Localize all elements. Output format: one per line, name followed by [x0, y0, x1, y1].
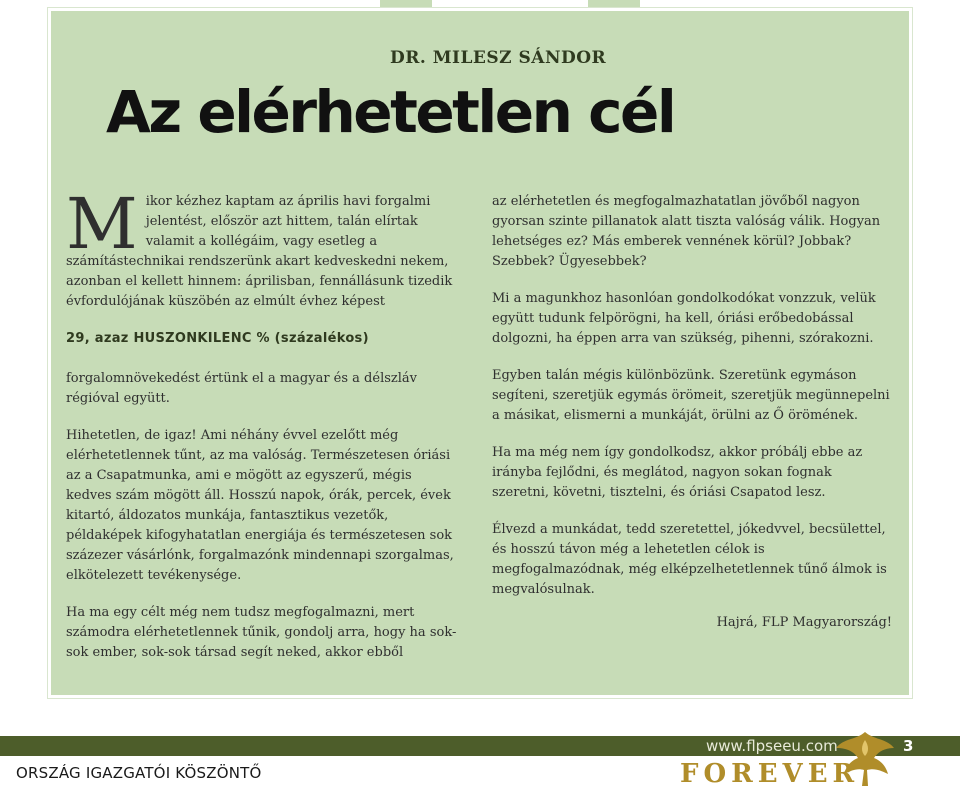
- article-paragraph: Egyben talán mégis különbözünk. Szeretünk egymáson segíteni, szeretjük egymás örömeit, szeretjük megünnepelni a másikat, elismerni a munkáját, örülni az Ő örömének.: [492, 368, 890, 423]
- article-paragraph: Élvezd a munkádat, tedd szeretettel, jókedvvel, becsülettel, és hosszú távon még a lehetetlen célok is megfogalmazódnak, még elképzelhetetlennek tűnő álmok is megvalósulnak.: [492, 522, 887, 597]
- article-column-right: [492, 192, 892, 650]
- article-paragraph: [66, 183, 458, 312]
- section-label: ORSZÁG IGAZGATÓI KÖSZÖNTŐ: [16, 764, 262, 782]
- article-paragraph: Ha ma egy célt még nem tudsz megfogalmazni, mert számodra elérhetetlennek tűnik, gondolj arra, hogy ha sok-sok ember, sok-sok társad segít neked, akkor ebből: [66, 605, 457, 660]
- article-column-left: [66, 183, 458, 680]
- brand-logo-text: FOREVER: [680, 759, 860, 789]
- article-signature: Hajrá, FLP Magyarország!: [716, 615, 892, 630]
- article-paragraph: Ha ma még nem így gondolkodsz, akkor próbálj ebbe az irányba fejlődni, és meglátod, nagyon sokan fognak szeretni, követni, tisztelni, és óriási Csapatod lesz.: [492, 445, 863, 500]
- article-paragraph: az elérhetetlen és megfogalmazhatatlan jövőből nagyon gyorsan szinte pillanatok alatt tiszta valóság válik. Hogyan lehetséges ez? Más emberek vennének körül? Jobbak? Szebbek? Ügyesebbek?: [492, 194, 881, 269]
- article-paragraph: Hihetetlen, de igaz! Ami néhány évvel ezelőtt még elérhetetlennek tűnt, az ma valóság. Természetesen óriási az a Csapatmunka, ami e mögött az egyszerű, mégis kedves szám mögött áll. Hosszú napok, órák, percek, évek kitartó, áldozatos munkája, fantasztikus vezetők, példaképek kifogyhatatlan energiája és természetesen sok százezer vásárlónk, forgalmazónk mindennapi szorgalmas, elkötelezett tevékenysége.: [66, 428, 454, 583]
- paragraph-text: ikor kézhez kaptam az április havi forgalmi jelentést, először azt hittem, talán elírtak valamit a kollégáim, vagy esetleg a számítástechnikai rendszerünk akart kedveskedni nekem, azonban el kellett hinnem: áprilisban, fennállásunk tizedik évfordulójának küszöbén az elmúlt évhez képest: [66, 194, 453, 309]
- footer-url[interactable]: www.flpseeu.com: [706, 737, 838, 755]
- drop-cap: M: [66, 183, 138, 265]
- article-title: Az elérhetetlen cél: [106, 78, 675, 146]
- article-author: DR. MILESZ SÁNDOR: [390, 48, 607, 68]
- article-paragraph: Mi a magunkhoz hasonlóan gondolkodókat vonzzuk, velük együtt tudunk felpörögni, ha kell, óriási erőbedobással dolgozni, ha éppen arra van szükség, pihenni, szórakozni.: [492, 291, 876, 346]
- eagle-logo-icon: [834, 726, 896, 790]
- article-paragraph: forgalomnövekedést értünk el a magyar és a délszláv régióval együtt.: [66, 371, 418, 406]
- page-number: 3: [903, 737, 914, 755]
- highlight-statement: 29, azaz HUSZONKILENC % (százalékos): [66, 331, 369, 346]
